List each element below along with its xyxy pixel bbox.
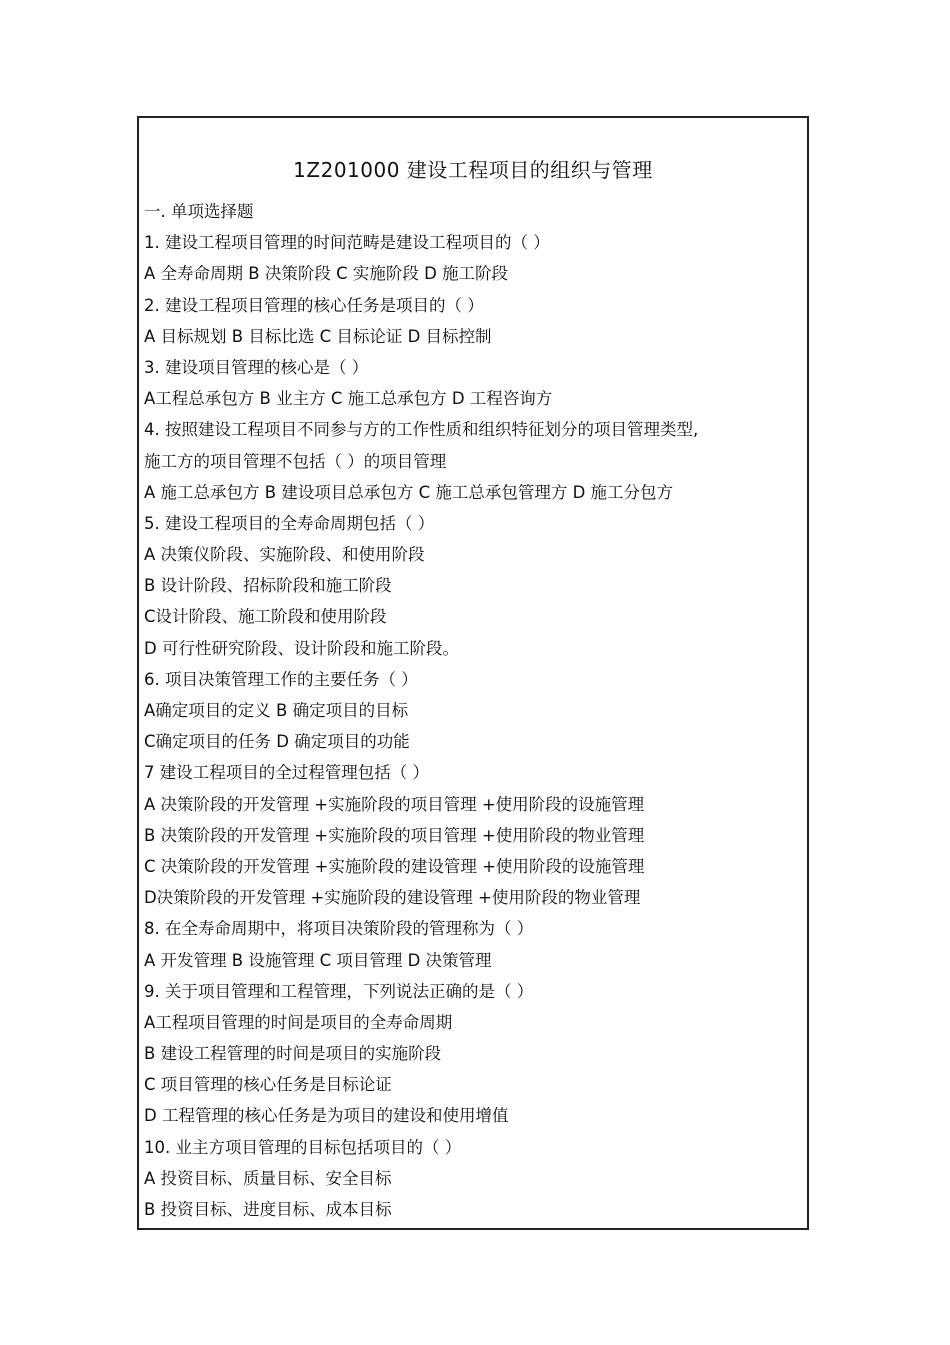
- question-7-option-b: B 决策阶段的开发管理 +实施阶段的项目管理 +使用阶段的物业管理: [144, 825, 645, 845]
- document-title: 1Z201000 建设工程项目的组织与管理: [293, 158, 653, 182]
- question-9-option-b: B 建设工程管理的时间是项目的实施阶段: [144, 1044, 442, 1064]
- question-6-options-ab: A确定项目的定义 B 确定项目的目标: [144, 701, 409, 720]
- question-5-option-a: A 决策仪阶段、实施阶段、和使用阶段: [144, 545, 425, 565]
- question-4: 4. 按照建设工程项目不同参与方的工作性质和组织特征划分的项目管理类型,: [144, 420, 699, 440]
- question-5-option-c: C设计阶段、施工阶段和使用阶段: [144, 607, 387, 627]
- question-8: 8. 在全寿命周期中，将项目决策阶段的管理称为（ ）: [144, 919, 534, 939]
- question-6-options-cd: C确定项目的任务 D 确定项目的功能: [144, 732, 410, 752]
- question-7-option-a: A 决策阶段的开发管理 +实施阶段的项目管理 +使用阶段的设施管理: [144, 794, 645, 814]
- question-7-option-d: D决策阶段的开发管理 +实施阶段的建设管理 +使用阶段的物业管理: [144, 888, 641, 908]
- question-1-options: A 全寿命周期 B 决策阶段 C 实施阶段 D 施工阶段: [144, 264, 509, 284]
- question-9: 9. 关于项目管理和工程管理，下列说法正确的是（ ）: [144, 981, 534, 1001]
- question-9-option-c: C 项目管理的核心任务是目标论证: [144, 1075, 392, 1095]
- question-7: 7 建设工程项目的全过程管理包括（ ）: [144, 763, 429, 783]
- document-frame: [137, 116, 809, 1230]
- question-5-option-b: B 设计阶段、招标阶段和施工阶段: [144, 576, 392, 596]
- question-9-option-d: D 工程管理的核心任务是为项目的建设和使用增值: [144, 1106, 509, 1126]
- question-4-continued: 施工方的项目管理不包括（ ）的项目管理: [144, 451, 447, 471]
- question-list: [144, 196, 803, 1225]
- question-10-option-a: A 投资目标、质量目标、安全目标: [144, 1168, 392, 1188]
- question-2: 2. 建设工程项目管理的核心任务是项目的（ ）: [144, 295, 484, 315]
- question-3-options: A工程总承包方 B 业主方 C 施工总承包方 D 工程咨询方: [144, 389, 553, 409]
- question-5-option-d: D 可行性研究阶段、设计阶段和施工阶段。: [144, 638, 459, 658]
- question-9-option-a: A工程项目管理的时间是项目的全寿命周期: [144, 1012, 453, 1032]
- question-6: 6. 项目决策管理工作的主要任务（ ）: [144, 669, 418, 689]
- section-heading: 一. 单项选择题: [144, 202, 254, 221]
- question-1: 1. 建设工程项目管理的时间范畴是建设工程项目的（ ）: [144, 233, 550, 253]
- question-7-option-c: C 决策阶段的开发管理 +实施阶段的建设管理 +使用阶段的设施管理: [144, 856, 645, 876]
- question-10-option-b: B 投资目标、进度目标、成本目标: [144, 1200, 392, 1219]
- question-3: 3. 建设项目管理的核心是（ ）: [144, 357, 369, 377]
- question-4-options: A 施工总承包方 B 建设项目总承包方 C 施工总承包管理方 D 施工分包方: [144, 482, 674, 502]
- question-10: 10. 业主方项目管理的目标包括项目的（ ）: [144, 1137, 462, 1157]
- question-2-options: A 目标规划 B 目标比选 C 目标论证 D 目标控制: [144, 326, 492, 346]
- question-8-options: A 开发管理 B 设施管理 C 项目管理 D 决策管理: [144, 950, 492, 970]
- question-5: 5. 建设工程项目的全寿命周期包括（ ）: [144, 513, 435, 533]
